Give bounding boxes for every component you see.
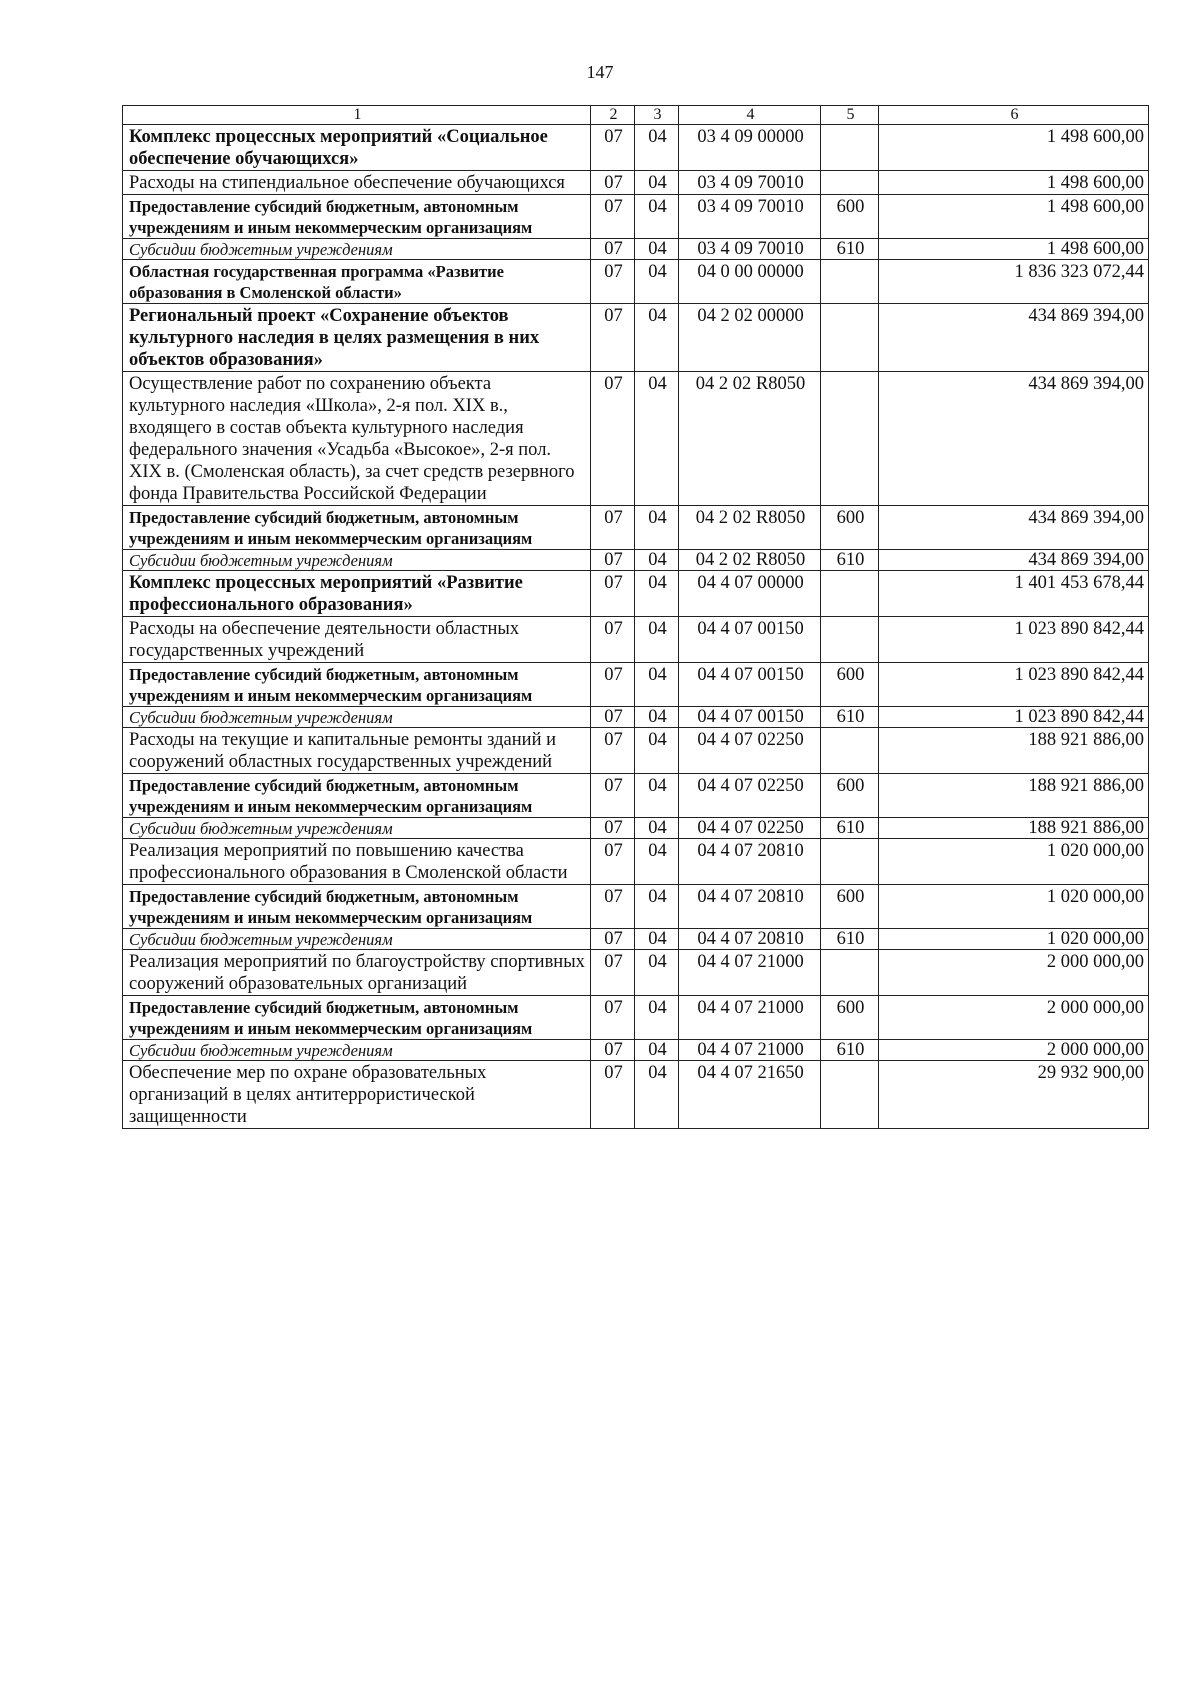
- subsection-code-cell: 04: [635, 372, 679, 506]
- section-code-cell: 07: [591, 171, 635, 195]
- target-article-cell: 04 2 02 R8050: [679, 550, 821, 571]
- row-name-cell: Субсидии бюджетным учреждениям: [123, 239, 591, 260]
- amount-cell: 1 023 890 842,44: [879, 707, 1149, 728]
- amount-cell: 188 921 886,00: [879, 728, 1149, 774]
- amount-cell: 1 020 000,00: [879, 839, 1149, 885]
- section-code-cell: 07: [591, 571, 635, 617]
- target-article-cell: 04 4 07 21000: [679, 996, 821, 1040]
- table-row: [123, 550, 1149, 571]
- target-article-cell: 04 4 07 00000: [679, 571, 821, 617]
- table-row: [123, 996, 1149, 1040]
- subsection-code-cell: 04: [635, 506, 679, 550]
- amount-cell: 434 869 394,00: [879, 506, 1149, 550]
- amount-cell: 2 000 000,00: [879, 996, 1149, 1040]
- row-name-cell: Предоставление субсидий бюджетным, автономным учреждениям и иным некоммерческим организациям: [123, 774, 591, 818]
- target-article-cell: 04 4 07 20810: [679, 929, 821, 950]
- expense-type-cell: [821, 839, 879, 885]
- subsection-code-cell: 04: [635, 885, 679, 929]
- table-row: [123, 728, 1149, 774]
- table-row: [123, 929, 1149, 950]
- table-row: [123, 839, 1149, 885]
- amount-cell: 1 498 600,00: [879, 171, 1149, 195]
- target-article-cell: 03 4 09 00000: [679, 125, 821, 171]
- expense-type-cell: [821, 1061, 879, 1129]
- amount-cell: 1 401 453 678,44: [879, 571, 1149, 617]
- table-row: [123, 506, 1149, 550]
- row-name-cell: Обеспечение мер по охране образовательных организаций в целях антитеррористической защищенности: [123, 1061, 591, 1129]
- target-article-cell: 04 4 07 21000: [679, 1040, 821, 1061]
- section-code-cell: 07: [591, 617, 635, 663]
- row-name-cell: Субсидии бюджетным учреждениям: [123, 707, 591, 728]
- target-article-cell: 04 4 07 21000: [679, 950, 821, 996]
- expense-type-cell: 610: [821, 707, 879, 728]
- subsection-code-cell: 04: [635, 260, 679, 304]
- amount-cell: 188 921 886,00: [879, 818, 1149, 839]
- amount-cell: 29 932 900,00: [879, 1061, 1149, 1129]
- amount-cell: 188 921 886,00: [879, 774, 1149, 818]
- table-row: [123, 239, 1149, 260]
- row-name-cell: Предоставление субсидий бюджетным, автономным учреждениям и иным некоммерческим организациям: [123, 996, 591, 1040]
- expense-type-cell: 600: [821, 663, 879, 707]
- subsection-code-cell: 04: [635, 950, 679, 996]
- section-code-cell: 07: [591, 839, 635, 885]
- target-article-cell: 03 4 09 70010: [679, 195, 821, 239]
- expense-type-cell: [821, 125, 879, 171]
- section-code-cell: 07: [591, 260, 635, 304]
- row-name-cell: Субсидии бюджетным учреждениям: [123, 818, 591, 839]
- section-code-cell: 07: [591, 372, 635, 506]
- expense-type-cell: 610: [821, 818, 879, 839]
- target-article-cell: 04 0 00 00000: [679, 260, 821, 304]
- target-article-cell: 04 4 07 21650: [679, 1061, 821, 1129]
- amount-cell: 2 000 000,00: [879, 1040, 1149, 1061]
- expense-type-cell: 600: [821, 195, 879, 239]
- target-article-cell: 04 4 07 02250: [679, 774, 821, 818]
- table-row: [123, 571, 1149, 617]
- subsection-code-cell: 04: [635, 571, 679, 617]
- header-col-2: 2: [591, 106, 635, 125]
- row-name-cell: Комплекс процессных мероприятий «Социальное обеспечение обучающихся»: [123, 125, 591, 171]
- page-number: 147: [586, 62, 614, 82]
- section-code-cell: 07: [591, 663, 635, 707]
- subsection-code-cell: 04: [635, 839, 679, 885]
- amount-cell: 1 498 600,00: [879, 125, 1149, 171]
- table-row: [123, 1061, 1149, 1129]
- section-code-cell: 07: [591, 950, 635, 996]
- expense-type-cell: 610: [821, 550, 879, 571]
- target-article-cell: 03 4 09 70010: [679, 171, 821, 195]
- section-code-cell: 07: [591, 239, 635, 260]
- subsection-code-cell: 04: [635, 728, 679, 774]
- header-col-1: 1: [123, 106, 591, 125]
- section-code-cell: 07: [591, 774, 635, 818]
- row-name-cell: Комплекс процессных мероприятий «Развитие профессионального образования»: [123, 571, 591, 617]
- target-article-cell: 04 2 02 R8050: [679, 506, 821, 550]
- target-article-cell: 04 4 07 20810: [679, 839, 821, 885]
- section-code-cell: 07: [591, 929, 635, 950]
- row-name-cell: Предоставление субсидий бюджетным, автономным учреждениям и иным некоммерческим организациям: [123, 663, 591, 707]
- header-col-6: 6: [879, 106, 1149, 125]
- budget-table: [122, 105, 1149, 1129]
- row-name-cell: Расходы на обеспечение деятельности областных государственных учреждений: [123, 617, 591, 663]
- subsection-code-cell: 04: [635, 774, 679, 818]
- table-header-row: [123, 106, 1149, 125]
- table-row: [123, 304, 1149, 372]
- subsection-code-cell: 04: [635, 195, 679, 239]
- target-article-cell: 04 4 07 20810: [679, 885, 821, 929]
- table-row: [123, 950, 1149, 996]
- amount-cell: 1 498 600,00: [879, 195, 1149, 239]
- expense-type-cell: 610: [821, 1040, 879, 1061]
- header-col-3: 3: [635, 106, 679, 125]
- row-name-cell: Предоставление субсидий бюджетным, автономным учреждениям и иным некоммерческим организациям: [123, 506, 591, 550]
- expense-type-cell: 600: [821, 996, 879, 1040]
- target-article-cell: 04 4 07 00150: [679, 617, 821, 663]
- table-row: [123, 171, 1149, 195]
- amount-cell: 1 836 323 072,44: [879, 260, 1149, 304]
- section-code-cell: 07: [591, 125, 635, 171]
- table-row: [123, 372, 1149, 506]
- table-row: [123, 707, 1149, 728]
- table-row: [123, 617, 1149, 663]
- row-name-cell: Реализация мероприятий по благоустройству спортивных сооружений образовательных организаций: [123, 950, 591, 996]
- subsection-code-cell: 04: [635, 239, 679, 260]
- target-article-cell: 04 2 02 R8050: [679, 372, 821, 506]
- amount-cell: 434 869 394,00: [879, 550, 1149, 571]
- subsection-code-cell: 04: [635, 617, 679, 663]
- section-code-cell: 07: [591, 885, 635, 929]
- header-col-5: 5: [821, 106, 879, 125]
- amount-cell: 2 000 000,00: [879, 950, 1149, 996]
- section-code-cell: 07: [591, 550, 635, 571]
- section-code-cell: 07: [591, 1040, 635, 1061]
- row-name-cell: Областная государственная программа «Развитие образования в Смоленской области»: [123, 260, 591, 304]
- expense-type-cell: 600: [821, 885, 879, 929]
- amount-cell: 1 023 890 842,44: [879, 663, 1149, 707]
- table-body: [123, 125, 1149, 1129]
- table-row: [123, 1040, 1149, 1061]
- target-article-cell: 04 4 07 02250: [679, 728, 821, 774]
- row-name-cell: Субсидии бюджетным учреждениям: [123, 550, 591, 571]
- row-name-cell: Осуществление работ по сохранению объекта культурного наследия «Школа», 2-я пол. XIX в., входящего в состав объекта культурного наследия федерального значения «Усадьба «Высокое», 2-я пол. XIX в. (Смоленская область), за счет средств резервного фонда Правительства Российской Федерации: [123, 372, 591, 506]
- amount-cell: 434 869 394,00: [879, 372, 1149, 506]
- section-code-cell: 07: [591, 728, 635, 774]
- subsection-code-cell: 04: [635, 707, 679, 728]
- amount-cell: 1 498 600,00: [879, 239, 1149, 260]
- section-code-cell: 07: [591, 1061, 635, 1129]
- table-row: [123, 818, 1149, 839]
- target-article-cell: 04 4 07 02250: [679, 818, 821, 839]
- target-article-cell: 03 4 09 70010: [679, 239, 821, 260]
- expense-type-cell: [821, 617, 879, 663]
- target-article-cell: 04 4 07 00150: [679, 663, 821, 707]
- subsection-code-cell: 04: [635, 996, 679, 1040]
- subsection-code-cell: 04: [635, 304, 679, 372]
- section-code-cell: 07: [591, 818, 635, 839]
- expense-type-cell: [821, 571, 879, 617]
- section-code-cell: 07: [591, 996, 635, 1040]
- row-name-cell: Расходы на текущие и капитальные ремонты зданий и сооружений областных государственных учреждений: [123, 728, 591, 774]
- table-row: [123, 195, 1149, 239]
- subsection-code-cell: 04: [635, 171, 679, 195]
- expense-type-cell: [821, 171, 879, 195]
- row-name-cell: Расходы на стипендиальное обеспечение обучающихся: [123, 171, 591, 195]
- target-article-cell: 04 2 02 00000: [679, 304, 821, 372]
- target-article-cell: 04 4 07 00150: [679, 707, 821, 728]
- row-name-cell: Субсидии бюджетным учреждениям: [123, 929, 591, 950]
- subsection-code-cell: 04: [635, 929, 679, 950]
- section-code-cell: 07: [591, 195, 635, 239]
- expense-type-cell: [821, 728, 879, 774]
- row-name-cell: Субсидии бюджетным учреждениям: [123, 1040, 591, 1061]
- section-code-cell: 07: [591, 707, 635, 728]
- expense-type-cell: [821, 372, 879, 506]
- subsection-code-cell: 04: [635, 550, 679, 571]
- expense-type-cell: 610: [821, 239, 879, 260]
- subsection-code-cell: 04: [635, 1061, 679, 1129]
- subsection-code-cell: 04: [635, 125, 679, 171]
- table-row: [123, 663, 1149, 707]
- row-name-cell: Предоставление субсидий бюджетным, автономным учреждениям и иным некоммерческим организациям: [123, 885, 591, 929]
- expense-type-cell: 610: [821, 929, 879, 950]
- table-row: [123, 885, 1149, 929]
- expense-type-cell: 600: [821, 774, 879, 818]
- amount-cell: 434 869 394,00: [879, 304, 1149, 372]
- row-name-cell: Региональный проект «Сохранение объектов культурного наследия в целях размещения в них объектов образования»: [123, 304, 591, 372]
- amount-cell: 1 020 000,00: [879, 885, 1149, 929]
- amount-cell: 1 023 890 842,44: [879, 617, 1149, 663]
- table-row: [123, 125, 1149, 171]
- header-col-4: 4: [679, 106, 821, 125]
- expense-type-cell: [821, 260, 879, 304]
- table-row: [123, 260, 1149, 304]
- expense-type-cell: [821, 950, 879, 996]
- row-name-cell: Реализация мероприятий по повышению качества профессионального образования в Смоленской области: [123, 839, 591, 885]
- section-code-cell: 07: [591, 506, 635, 550]
- subsection-code-cell: 04: [635, 818, 679, 839]
- table-row: [123, 774, 1149, 818]
- section-code-cell: 07: [591, 304, 635, 372]
- subsection-code-cell: 04: [635, 1040, 679, 1061]
- expense-type-cell: [821, 304, 879, 372]
- subsection-code-cell: 04: [635, 663, 679, 707]
- amount-cell: 1 020 000,00: [879, 929, 1149, 950]
- row-name-cell: Предоставление субсидий бюджетным, автономным учреждениям и иным некоммерческим организациям: [123, 195, 591, 239]
- expense-type-cell: 600: [821, 506, 879, 550]
